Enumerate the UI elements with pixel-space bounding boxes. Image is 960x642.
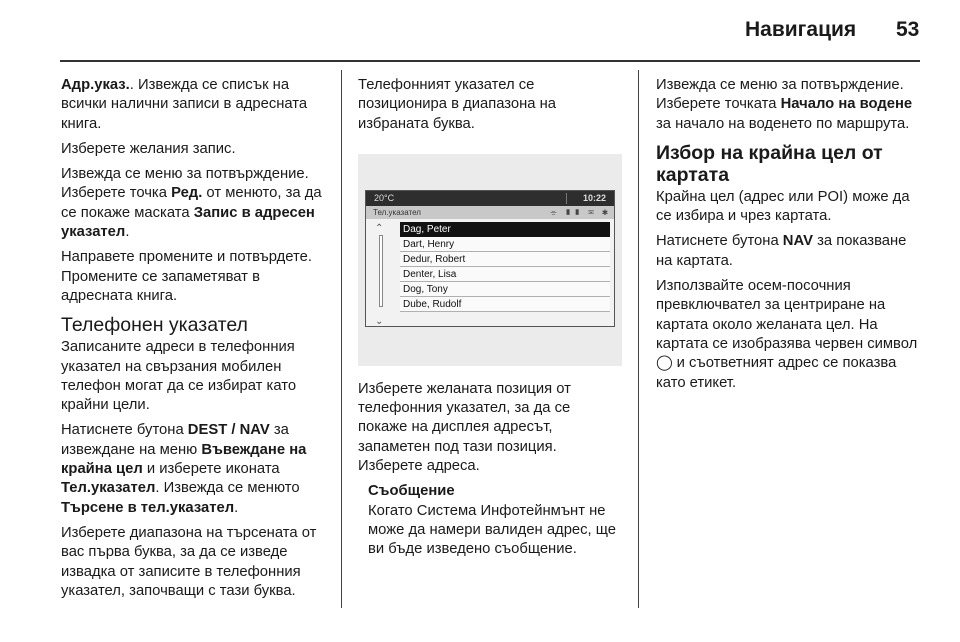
note-box	[368, 482, 622, 559]
section-heading: Телефонен указател	[61, 314, 248, 337]
screen-title-bar	[366, 206, 615, 219]
paragraph: Крайна цел (адрес или POI) може да се избира и чрез картата.	[656, 188, 910, 225]
page-number: 53	[896, 18, 920, 41]
destination-marker-icon: ◯	[656, 355, 673, 372]
column-2	[358, 76, 622, 560]
text: и изберете иконата	[142, 461, 280, 478]
text: .	[234, 499, 239, 516]
text: Използвайте осем-посочния превключвател за центриране на картата около желаната цел. На картата се изобразява червен символ	[656, 278, 918, 352]
page-title: Навигация	[745, 18, 857, 41]
column-1	[61, 76, 327, 607]
text: Натиснете бутона	[61, 422, 188, 439]
screen-title: Тел.указател	[373, 207, 421, 217]
term: Тел.указател	[61, 480, 156, 497]
term: Начало на водене	[780, 96, 913, 113]
scrollbar[interactable]	[379, 235, 383, 307]
phonebook-entry[interactable]: Dag, Peter	[400, 222, 610, 237]
column-divider	[638, 70, 639, 608]
column-3	[656, 76, 920, 399]
paragraph: Изберете желаната позиция от телефонния указател, за да се покаже на дисплея адресът, запаметен под тази позиция. Изберете адреса.	[358, 380, 571, 475]
phonebook-entry[interactable]: Dog, Tony	[400, 282, 610, 297]
paragraph	[656, 277, 920, 393]
phonebook-screen-figure	[358, 154, 622, 366]
section-heading: Избор на крайна цел от картата	[656, 141, 883, 186]
header-divider	[60, 60, 920, 62]
paragraph: Направете промените и потвърдете. Промените се запаметяват в адресната книга.	[61, 249, 312, 304]
paragraph: Изберете диапазона на търсената от вас първа буква, за да се изведе извадка от записите в телефонния указател, започващи с тази буква.	[61, 524, 317, 599]
temperature-readout: 20°C	[374, 192, 395, 203]
phonebook-list	[400, 222, 610, 312]
text: .	[125, 224, 130, 241]
text: за показване на картата.	[656, 233, 907, 269]
note-text: Когато Система Инфотейнмънт не може да намери валиден адрес, ще ви бъде изведено съобщение.	[368, 502, 617, 558]
status-separator	[566, 193, 567, 204]
term: Търсене в тел.указател	[61, 499, 235, 516]
text: за извеждане на меню	[61, 422, 289, 458]
note-title: Съобщение	[368, 483, 455, 500]
term: Запис в адресен указател	[61, 204, 315, 241]
term: Въвеждане на крайна цел	[61, 441, 307, 478]
paragraph	[61, 76, 327, 134]
text: Натиснете бутона	[656, 233, 783, 250]
phonebook-list-area	[366, 219, 615, 327]
text: Извежда се меню за потвърждение. Изберете точката	[656, 77, 904, 113]
paragraph: Изберете желания запис.	[61, 140, 236, 157]
paragraph	[656, 76, 920, 134]
scroll-up-icon[interactable]: ⌃	[375, 222, 384, 234]
clock-readout: 10:22	[582, 192, 606, 203]
scroll-down-icon[interactable]: ⌄	[375, 315, 384, 327]
text: Извежда се меню за потвърждение. Изберете точка	[61, 166, 309, 202]
term: DEST / NAV	[187, 422, 270, 439]
status-bar	[366, 191, 615, 206]
paragraph	[61, 421, 327, 517]
term: NAV	[782, 233, 813, 250]
text: за начало на воденето по маршрута.	[656, 115, 910, 132]
phonebook-entry[interactable]: Dart, Henry	[400, 237, 610, 252]
text: от менюто, за да се покаже маската	[61, 185, 322, 221]
text: . Извежда се списък на всички налични записи в адресната книга.	[61, 77, 308, 132]
term: Ред.	[171, 185, 203, 202]
text: . Извежда се менюто	[155, 480, 300, 497]
phonebook-entry[interactable]: Dube, Rudolf	[400, 297, 610, 312]
term: Адр.указ.	[61, 77, 130, 93]
text: и съответният адрес се показва като етикет.	[656, 355, 897, 391]
paragraph	[61, 165, 327, 242]
phonebook-entry[interactable]: Dedur, Robert	[400, 252, 610, 267]
phonebook-entry[interactable]: Denter, Lisa	[400, 267, 610, 282]
paragraph: Записаните адреси в телефонния указател на свързания мобилен телефон могат да се избират като крайни цели.	[61, 339, 297, 414]
infotainment-display	[365, 190, 615, 327]
paragraph	[656, 232, 920, 271]
status-icons: ⌯ ▮▮ ✉ ✱	[550, 207, 611, 217]
column-divider	[341, 70, 342, 608]
paragraph: Телефонният указател се позиционира в диапазона на избраната буква.	[358, 77, 557, 132]
